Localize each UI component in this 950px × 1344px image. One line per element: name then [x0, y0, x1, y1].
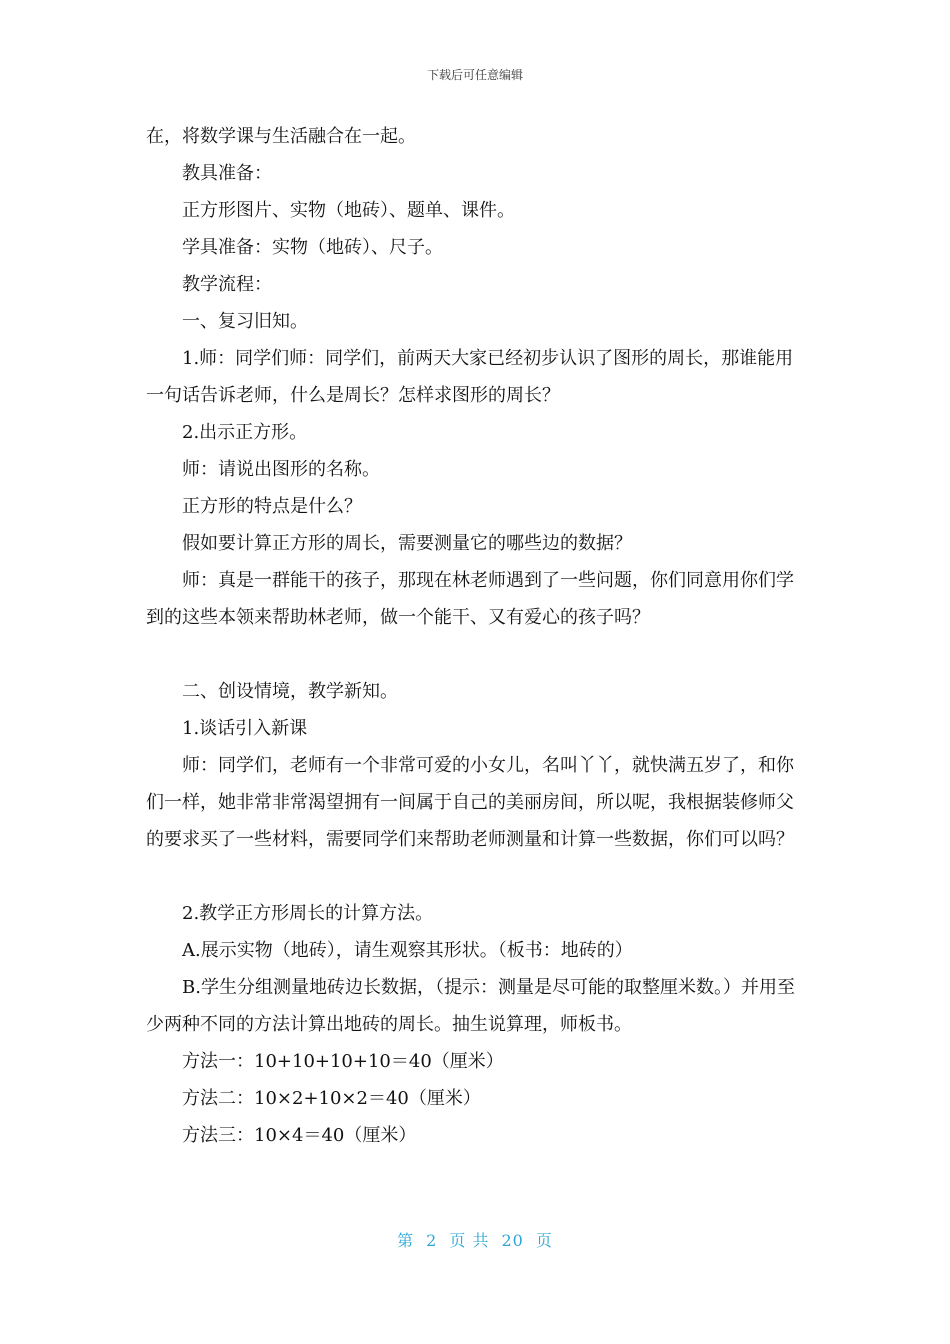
paragraph: A.展示实物（地砖），请生观察其形状。（板书：地砖的）: [182, 940, 633, 961]
paragraph: 1.师：同学们师：同学们，前两天大家已经初步认识了图形的周长，那谁能用一句话告诉老师，什么是周长？怎样求图形的周长？: [146, 348, 794, 406]
spacer: [146, 858, 806, 895]
footer-middle: 页 共: [449, 1231, 490, 1250]
paragraph: 学具准备：实物（地砖）、尺子。: [182, 237, 443, 258]
paragraph: 正方形图片、实物（地砖）、题单、课件。: [182, 200, 515, 221]
paragraph: 师：请说出图形的名称。: [182, 459, 380, 480]
footer-prefix: 第: [397, 1231, 415, 1250]
formula-line: 方法二：10×2+10×2＝40（厘米）: [182, 1088, 481, 1109]
paragraph: 师：同学们，老师有一个非常可爱的小女儿，名叫丫丫，就快满五岁了，和你们一样，她非常非常渴望拥有一间属于自己的美丽房间，所以呢，我根据装修师父的要求买了一些材料，需要同学们来帮助老师测量和计算一些数据，你们可以吗？: [146, 755, 794, 850]
paragraph: 假如要计算正方形的周长，需要测量它的哪些边的数据？: [182, 533, 632, 554]
paragraph: 2.出示正方形。: [182, 422, 308, 443]
document-body: [146, 118, 806, 1154]
paragraph: 2.教学正方形周长的计算方法。: [182, 903, 434, 924]
paragraph: 教学流程：: [182, 274, 272, 295]
paragraph: B.学生分组测量地砖边长数据，（提示：测量是尽可能的取整厘米数。）并用至少两种不同的方法计算出地砖的周长。抽生说算理，师板书。: [146, 977, 795, 1035]
total-pages: 20: [501, 1231, 524, 1250]
section-heading: 二、创设情境，教学新知。: [182, 681, 398, 702]
paragraph: 在，将数学课与生活融合在一起。: [146, 126, 416, 147]
formula-line: 方法三：10×4＝40（厘米）: [182, 1125, 417, 1146]
paragraph: 教具准备：: [182, 163, 272, 184]
spacer: [146, 636, 806, 673]
paragraph: 1.谈话引入新课: [182, 718, 308, 739]
footer-suffix: 页: [535, 1231, 553, 1250]
page-header: 下载后可任意编辑: [426, 68, 523, 82]
current-page: 2: [426, 1231, 438, 1250]
section-heading: 一、复习旧知。: [182, 311, 308, 332]
paragraph: 正方形的特点是什么？: [182, 496, 362, 517]
formula-line: 方法一：10+10+10+10＝40（厘米）: [182, 1051, 504, 1072]
page-number-footer: [0, 1228, 950, 1251]
paragraph: 师：真是一群能干的孩子，那现在林老师遇到了一些问题，你们同意用你们学到的这些本领来帮助林老师，做一个能干、又有爱心的孩子吗？: [146, 570, 794, 628]
